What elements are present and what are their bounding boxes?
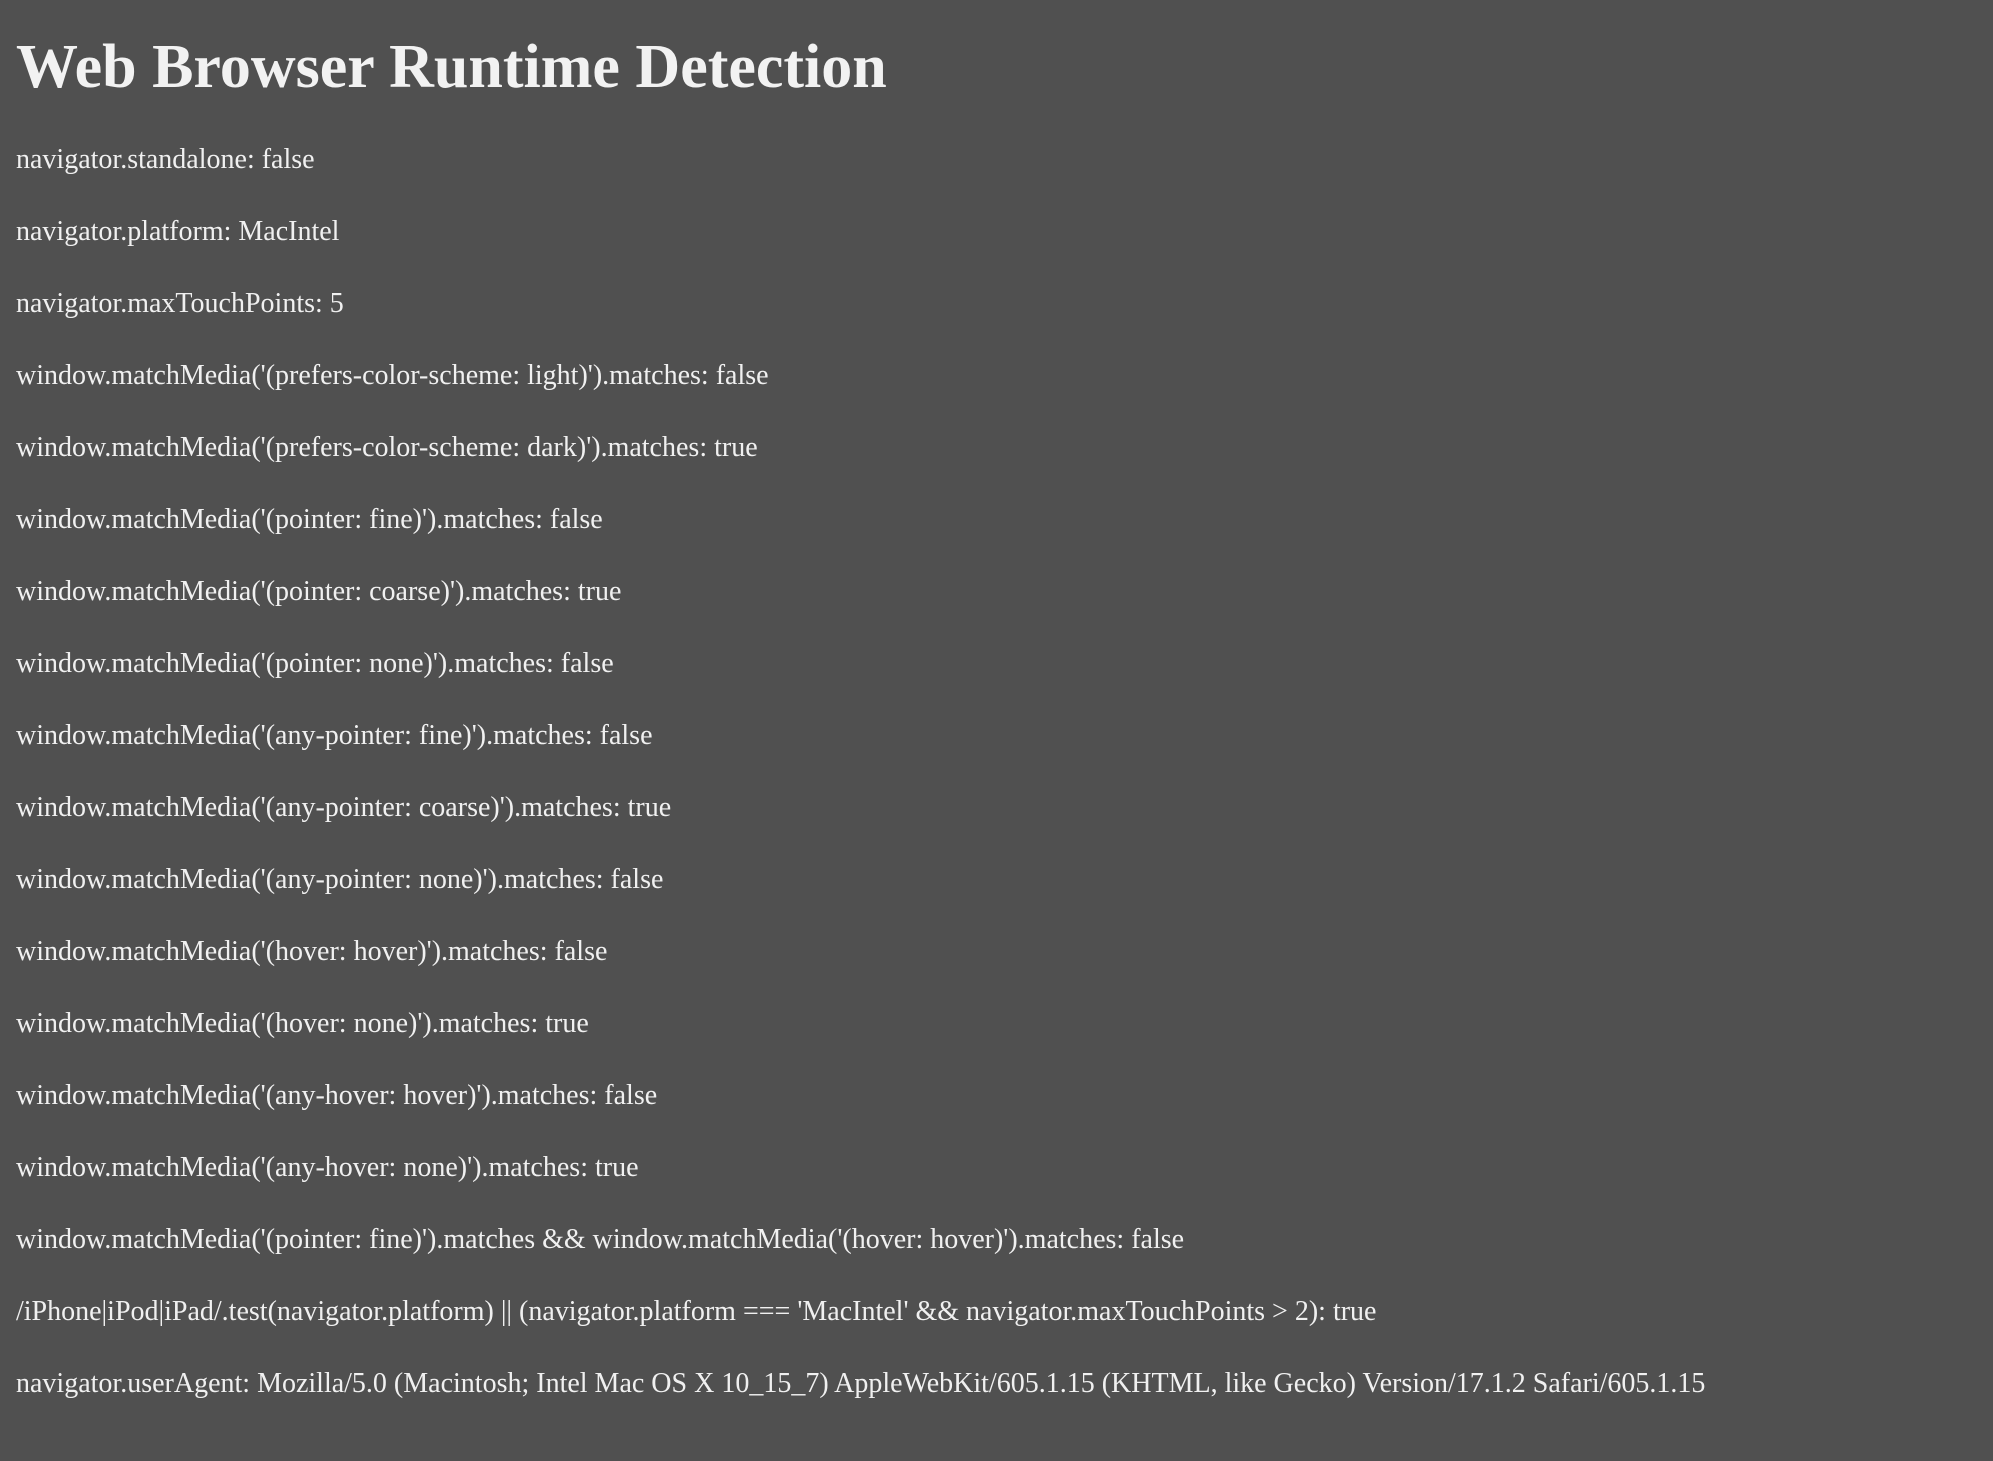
result-label: window.matchMedia('(any-hover: none)').matches bbox=[16, 1152, 581, 1183]
result-value: false bbox=[1131, 1224, 1185, 1255]
result-value: true bbox=[545, 1008, 589, 1039]
result-value: true bbox=[714, 432, 758, 463]
result-value: true bbox=[627, 792, 672, 823]
result-row-max-touch-points: navigator.maxTouchPoints: 5 bbox=[16, 288, 344, 319]
result-label: window.matchMedia('(any-hover: hover)').matches bbox=[16, 1080, 590, 1111]
result-row-any-hover-hover: window.matchMedia('(any-hover: hover)').matches: false bbox=[16, 1080, 658, 1111]
result-label: navigator.standalone bbox=[16, 144, 247, 175]
result-label: window.matchMedia('(prefers-color-scheme: light)').matches bbox=[16, 360, 701, 391]
page-title: Web Browser Runtime Detection bbox=[16, 33, 887, 101]
result-value: false bbox=[554, 936, 608, 967]
result-row-any-hover-none: window.matchMedia('(any-hover: none)').matches: true bbox=[16, 1152, 639, 1183]
result-label: navigator.userAgent bbox=[16, 1368, 243, 1399]
result-label: window.matchMedia('(any-pointer: none)').matches bbox=[16, 864, 596, 895]
result-value: Mozilla/5.0 (Macintosh; Intel Mac OS X 10_15_7) AppleWebKit/605.1.15 (KHTML, like Gecko) Version/17.1.2 Safari/605.1.15 bbox=[257, 1368, 1706, 1399]
result-row-prefers-light: window.matchMedia('(prefers-color-scheme: light)').matches: false bbox=[16, 360, 769, 391]
result-label: window.matchMedia('(prefers-color-scheme: dark)').matches bbox=[16, 432, 700, 463]
result-row-any-pointer-fine: window.matchMedia('(any-pointer: fine)').matches: false bbox=[16, 720, 653, 751]
result-row-pointer-none: window.matchMedia('(pointer: none)').matches: false bbox=[16, 648, 614, 679]
result-row-hover-none: window.matchMedia('(hover: none)').matches: true bbox=[16, 1008, 589, 1039]
result-value: false bbox=[715, 360, 769, 391]
result-label: navigator.platform bbox=[16, 216, 224, 247]
result-row-navigator-platform: navigator.platform: MacIntel bbox=[16, 216, 340, 247]
result-label: window.matchMedia('(pointer: fine)').matches && window.matchMedia('(hover: hover)').matches bbox=[16, 1224, 1117, 1255]
result-row-fine-and-hover: window.matchMedia('(pointer: fine)').matches && window.matchMedia('(hover: hover)').matches: false bbox=[16, 1224, 1185, 1255]
result-row-ios-detection: /iPhone|iPod|iPad/.test(navigator.platform) || (navigator.platform === 'MacIntel' && navigator.maxTouchPoints > 2): true bbox=[16, 1296, 1377, 1327]
result-row-prefers-dark: window.matchMedia('(prefers-color-scheme: dark)').matches: true bbox=[16, 432, 758, 463]
result-row-navigator-standalone: navigator.standalone: false bbox=[16, 144, 315, 175]
result-value: MacIntel bbox=[238, 216, 340, 247]
result-label: navigator.maxTouchPoints bbox=[16, 288, 316, 319]
detection-results-list bbox=[16, 142, 1977, 1402]
result-value: true bbox=[577, 576, 622, 607]
result-value: 5 bbox=[329, 288, 344, 319]
result-row-any-pointer-coarse: window.matchMedia('(any-pointer: coarse)').matches: true bbox=[16, 792, 672, 823]
result-value: false bbox=[599, 720, 653, 751]
result-value: false bbox=[610, 864, 664, 895]
result-row-any-pointer-none: window.matchMedia('(any-pointer: none)').matches: false bbox=[16, 864, 664, 895]
result-label: window.matchMedia('(pointer: coarse)').matches bbox=[16, 576, 564, 607]
result-label: window.matchMedia('(pointer: fine)').matches bbox=[16, 504, 536, 535]
result-row-user-agent: navigator.userAgent: Mozilla/5.0 (Macintosh; Intel Mac OS X 10_15_7) AppleWebKit/605.1.15 (KHTML, like Gecko) Version/17.1.2 Safari/605.1.15 bbox=[16, 1368, 1706, 1399]
result-value: false bbox=[549, 504, 603, 535]
result-label: window.matchMedia('(pointer: none)').matches bbox=[16, 648, 546, 679]
result-value: true bbox=[594, 1152, 639, 1183]
result-label: /iPhone|iPod|iPad/.test(navigator.platform) || (navigator.platform === 'MacIntel' && navigator.maxTouchPoints > 2) bbox=[16, 1296, 1319, 1327]
result-value: false bbox=[560, 648, 614, 679]
result-row-pointer-coarse: window.matchMedia('(pointer: coarse)').matches: true bbox=[16, 576, 622, 607]
result-value: false bbox=[261, 144, 315, 175]
result-label: window.matchMedia('(hover: none)').matches bbox=[16, 1008, 531, 1039]
result-row-hover-hover: window.matchMedia('(hover: hover)').matches: false bbox=[16, 936, 608, 967]
result-value: true bbox=[1332, 1296, 1377, 1327]
result-label: window.matchMedia('(hover: hover)').matches bbox=[16, 936, 540, 967]
result-label: window.matchMedia('(any-pointer: coarse)').matches bbox=[16, 792, 613, 823]
result-label: window.matchMedia('(any-pointer: fine)').matches bbox=[16, 720, 585, 751]
result-value: false bbox=[604, 1080, 658, 1111]
result-row-pointer-fine: window.matchMedia('(pointer: fine)').matches: false bbox=[16, 504, 603, 535]
